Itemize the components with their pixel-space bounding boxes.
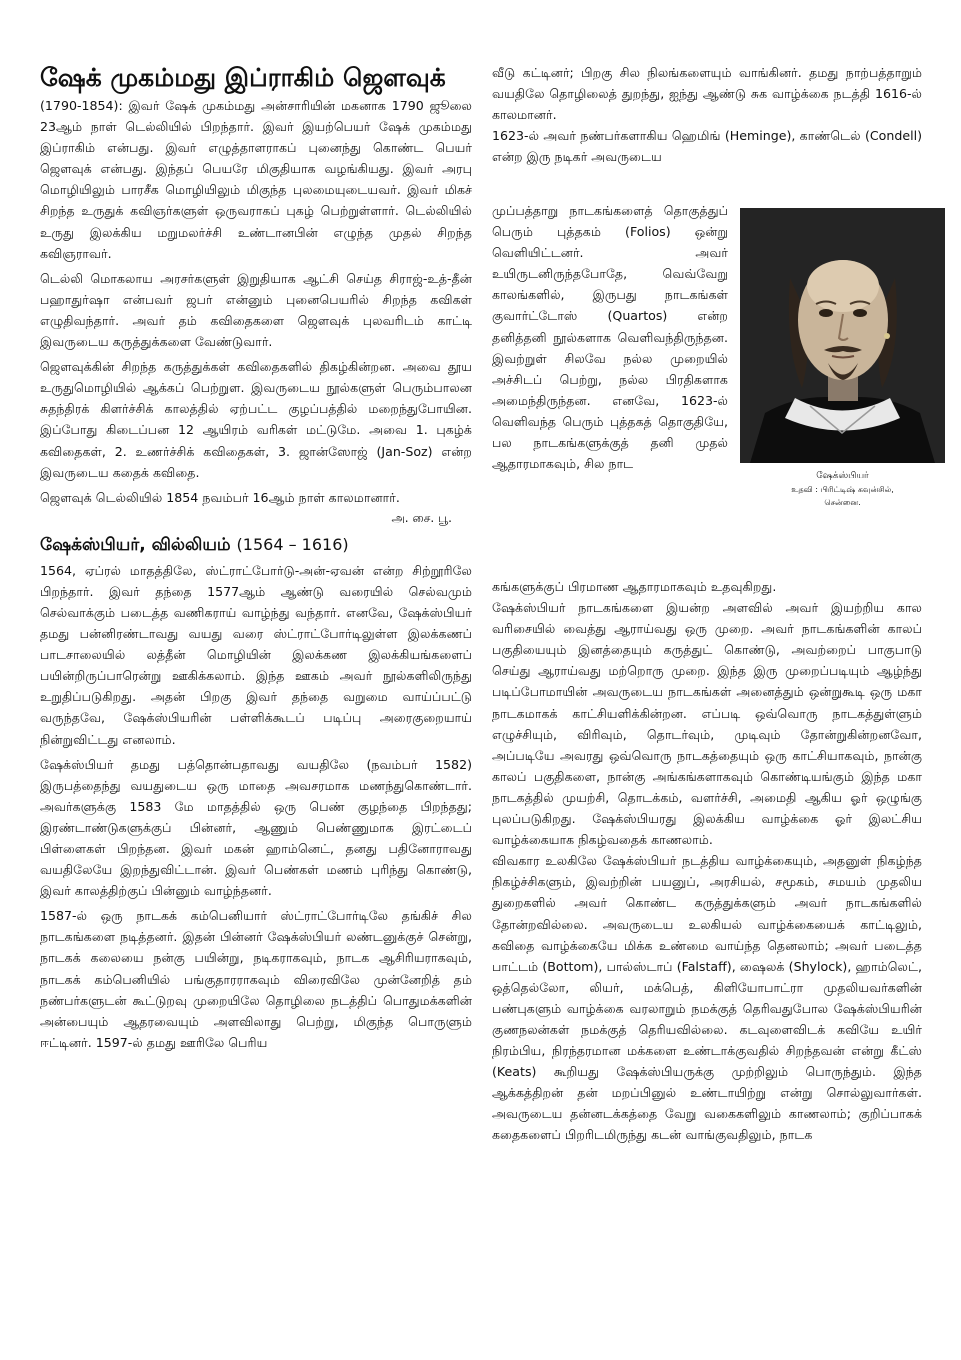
article2-paragraph: ஷேக்ஸ்பியர் நாடகங்களை இயன்ற அளவில் அவர் இயற்றிய கால வரிசையில் வைத்து ஆராய்வது ஒரு முறை. அவர் நாடகங்களின் காலப் பகுதியையும் இனத்தையும் கருத்துட் கொண்டு, அவற்றைப் பாகுபாடு செய்து ஆராய்வது மற்றொரு முறை. இந்த இரு முறைப்படியும் ஆழ்ந்து படிப்போமாயின் அவருடைய நாடகங்கள் அனைத்தும் ஒன்றுகூடி ஒரு மகா நாடகமாகக் காட்சியளிக்கின்றன. எப்படி ஒவ்வொரு நாடகத்துள்ளும் எழுச்சியும், விரிவும், தொடர்வும், முடிவும் தோன்றுகின்றனவோ, அப்படியே அவரது ஒவ்வொரு நாடகத்தையும் ஒரு காட்சியாகவும், நான்கு காலப் பகுதிகளை, நான்கு அங்கங்களாகவும் கொண்டியங்கும் இந்த மகா நாடகத்தில் முயற்சி, தொடக்கம், வளர்ச்சி, அமைதி ஆகிய ஓர் ஒழுங்கு புலப்படுகிறது. ஷேக்ஸ்பியரது இலக்கிய வாழ்க்கை ஓர் இலட்சிய வாழ்க்கையாக நிகழ்வதைக் காணலாம்.: [492, 600, 922, 848]
left-column: [40, 62, 472, 1053]
right-column-top: [492, 62, 922, 167]
portrait-credit-line2: சென்னை.: [824, 498, 861, 507]
portrait-caption: ஷேக்ஸ்பியர்: [816, 471, 869, 481]
article2-paragraph: 1564, ஏப்ரல் மாதத்திலே, ஸ்ட்ராட்போர்டு-அன்-ஏவன் என்ற சிற்றூரிலே பிறந்தார். இவர் தந்தை 1577ஆம் ஆண்டு வரையில் செல்வமும் செல்வாக்கும் படைத்த வணிகராய் வாழ்ந்து வந்தார். எனவே, ஷேக்ஸ்பியர் தமது பன்னிரண்டாவது வயது வரை ஸ்ட்ராட்போர்டிலுள்ள இலக்கணப் பாடசாலையில் லத்தீன் மொழியின் இலக்கண இலக்கியங்களைப் பயின்றிருப்பாரென்று ஊகிக்கலாம். இந்த ஊகம் அவர் நூல்களிலிருந்து உறுதிப்படுகிறது. அதன் பிறகு இவர் தந்தை வறுமை வாய்ப்பட்டு வருந்தவே, ஷேக்ஸ்பியரின் பள்ளிக்கூடப் படிப்பு அரைகுறையாய் நின்றுவிட்டது எனலாம்.: [40, 562, 472, 747]
article2-paragraph: முப்பத்தாறு நாடகங்களைத் தொகுத்துப் பெரும் புத்தகம் (Folios) ஒன்று வெளியிட்டனர். அவர் உயிருடனிருந்தபோதே, வெவ்வேறு காலங்களில், இருபது நாடகங்கள் குவார்ட்டோஸ் (Quartos) என்ற தனித்தனி நூல்களாக வெளிவந்திருந்தன. இவற்றுள் சிலவே நல்ல முறையில் அச்சிடப் பெற்று, நல்ல பிரதிகளாக அமைந்திருந்தன. எனவே, 1623-ல் வெளிவந்த பெரும் புத்தகத் தொகுதியே, பல நாடகங்களுக்குத் தனி முதல் ஆதாரமாகவும், சில நாட: [492, 203, 728, 472]
article1-title: ஷேக் முகம்மது இப்ராகிம் ஜௌவுக்: [40, 63, 446, 92]
shakespeare-portrait-image: [740, 208, 945, 463]
article2-paragraph: வீடு கட்டினர்; பிறகு சில நிலங்களையும் வாங்கினர். தமது நாற்பத்தாறும் வயதிலே தொழிலைத் துறந்து, ஐந்து ஆண்டு சுக வாழ்க்கை நடத்தி 1616-ல் காலமானர்.: [492, 65, 922, 123]
portrait-figure: [740, 208, 945, 509]
article1-paragraph: டெல்லி மொகலாய அரசர்களுள் இறுதியாக ஆட்சி செய்த சிராஜ்-உத்-தீன் பஹாதுர்ஷா என்பவர் ஜபர் என்னும் புனைபெயரில் சிறந்த கவிகள் எழுதிவந்தார். அவர் தம் கவிதைகளை ஜௌவுக் புலவரிடம் காட்டி இவருடைய கருத்துக்களை வேண்டுவார்.: [40, 270, 472, 350]
portrait-illustration: [740, 208, 945, 463]
article2-paragraph: விவகார உலகிலே ஷேக்ஸ்பியர் நடத்திய வாழ்க்கையும், அதனுள் நிகழ்ந்த நிகழ்ச்சிகளும், இவற்றின் பயனுப், அரசியல், சமூகம், சமயம் முதலிய துறைகளில் அவர் கொண்ட கருத்துக்களும் அவர் நாடகங்களில் தோன்றவில்லை. அவருடைய உலகியல் வாழ்க்கையைக் காட்டிலும், கவிதை வாழ்க்கையே மிக்க உண்மை வாய்ந்த தெனலாம்; அவர் படைத்த பாட்டம் (Bottom), பால்ஸ்டாப் (Falstaff), ஷைலக் (Shylock), ஹாம்லெட், ஒத்தெல்லோ, லியர், மக்பெத், கிளியோபாட்ரா முதலியவர்களின் பண்புகளும் வாழ்க்கை வரலாறும் நமக்குத் தெரிவதுபோல ஷேக்ஸ்பியரின் குணநலன்கள் நமக்குத் தெரியவில்லை. கடவுளைவிடக் கவியே உயிர் நிரம்பிய, நிரந்தரமான மக்களை உண்டாக்குவதில் சிறந்தவன் என்று கீட்ஸ் (Keats) கூறியது ஷேக்ஸ்பியருக்கு முற்றிலும் பொருந்தும். இந்த ஆக்கத்திறன் தன் மறப்பினுல் உண்டாயிற்று என்று சொல்லுவார்கள். அவருடைய தன்னடக்கத்தை வேறு வகைகளிலும் காணலாம்; குறிப்பாகக் கதைகளைப் பிறரிடமிருந்து கடன் வாங்குவதிலும், நாடக: [492, 853, 922, 1143]
article2-paragraph: 1587-ல் ஒரு நாடகக் கம்பெனியார் ஸ்ட்ராட்போர்டிலே தங்கிச் சில நாடகங்களை நடித்தனர். இதன் பின்னர் ஷேக்ஸ்பியர் லண்டனுக்குச் சென்று, நாடகக் கலையை நன்கு பயின்று, நடிகராகவும், நாடக ஆசிரியராகவும், நாடகக் கம்பெனியில் பங்குதாரராகவும் விரைவிலே முன்னேறித் தம் நண்பர்களுடன் கூட்டுறவு முறையிலே தொழிலை நடத்திப் பொதுமக்களின் அன்பையும் ஆதரவையும் அளவிலாது பெற்று, மிகுந்த பொருளும் ஈட்டினர். 1597-ல் தமது ஊரிலே பெரிய: [40, 908, 472, 1050]
article2-title: [40, 532, 472, 558]
article1-paragraph: (1790-1854): இவர் ஷேக் முகம்மது அன்சாரியின் மகனாக 1790 ஜூலை 23ஆம் நாள் டெல்லியில் பிறந்தார். இவர் இயற்பெயர் ஷேக் முகம்மது இப்ராகிம் என்பது. இவர் எழுத்தாளராகப் புனைந்து கொண்ட பெயர் ஜௌவுக் என்பது. இந்தப் பெயரே மிகுதியாக வழங்கியது. இவர் அரபு மொழியிலும் பாரசீக மொழியிலும் மிகுந்த புலமையுடையவர். இவர் மிகச் சிறந்த உருதுக் கவிஞர்களுள் ஒருவராகப் புகழ் பெற்றுள்ளார். டெல்லியில் உருது இலக்கிய மறுமலர்ச்சி உண்டானபின் எழுந்த முதல் சிறந்த கவிஞராவர்.: [40, 98, 472, 261]
article2-paragraph: 1623-ல் அவர் நண்பர்களாகிய ஹெமிங் (Heminge), காண்டெல் (Condell) என்ற இரு நடிகர் அவருடைய: [492, 128, 922, 165]
article2-paragraph: கங்களுக்குப் பிரமாண ஆதாரமாகவும் உதவுகிறது.: [492, 579, 777, 594]
article1-paragraph: ஜௌவுக் டெல்லியில் 1854 நவம்பர் 16ஆம் நாள் காலமானார்.: [40, 489, 400, 505]
article1-paragraph: ஜௌவுக்கின் சிறந்த கருத்துக்கள் கவிதைகளில் திகழ்கின்றன. அவை தூய உருதுமொழியில் ஆக்கப் பெற்றுள. இவருடைய நூல்களுள் பெரும்பாலன சுதந்திரக் கிளர்ச்சிக் காலத்தில் ஏற்பட்ட குழப்பத்தில் மறைந்துபோயின. இப்போது கிடைப்பன 12 ஆயிரம் வரிகள் மட்டுமே. அவை 1. புகழ்க் கவிதைகள், 2. உணர்ச்சிக் கவிதைகள், 3. ஜான்ஸோஜ் (Jan-Soz) என்ற இவருடைய கதைக் கவிதை.: [40, 359, 472, 480]
portrait-credit-line1: உதவி : பிரிட்டிஷ் கவுன்சில்,: [791, 485, 894, 494]
article2-title-name: ஷேக்ஸ்பியர், வில்லியம்: [40, 534, 231, 555]
right-column-wrap: [492, 200, 728, 474]
right-column-bottom: [492, 576, 922, 1146]
article2-years: (1564 – 1616): [236, 534, 349, 554]
article1-signature: அ. சை. பூ.: [391, 510, 452, 525]
article2-paragraph: ஷேக்ஸ்பியர் தமது பத்தொன்பதாவது வயதிலே (நவம்பர் 1582) இருபத்தைந்து வயதுடைய ஒரு மாதை அவசரமாக மணந்துகொண்டார். அவர்களுக்கு 1583 மே மாதத்தில் ஒரு பெண் குழந்தை பிறந்தது; இரண்டாண்டுகளுக்குப் பின்னர், ஆணும் பெண்ணுமாக இரட்டைப் பிள்ளைகள் பிறந்தன. இவர் மகன் ஹாம்னெட், தனது பதினோராவது வயதிலேயே இறந்துவிட்டான். இவர் பெண்கள் மணம் புரிந்து கொண்டு, இவர் காலத்திற்குப் பின்னும் வாழ்ந்தனர்.: [40, 756, 472, 899]
